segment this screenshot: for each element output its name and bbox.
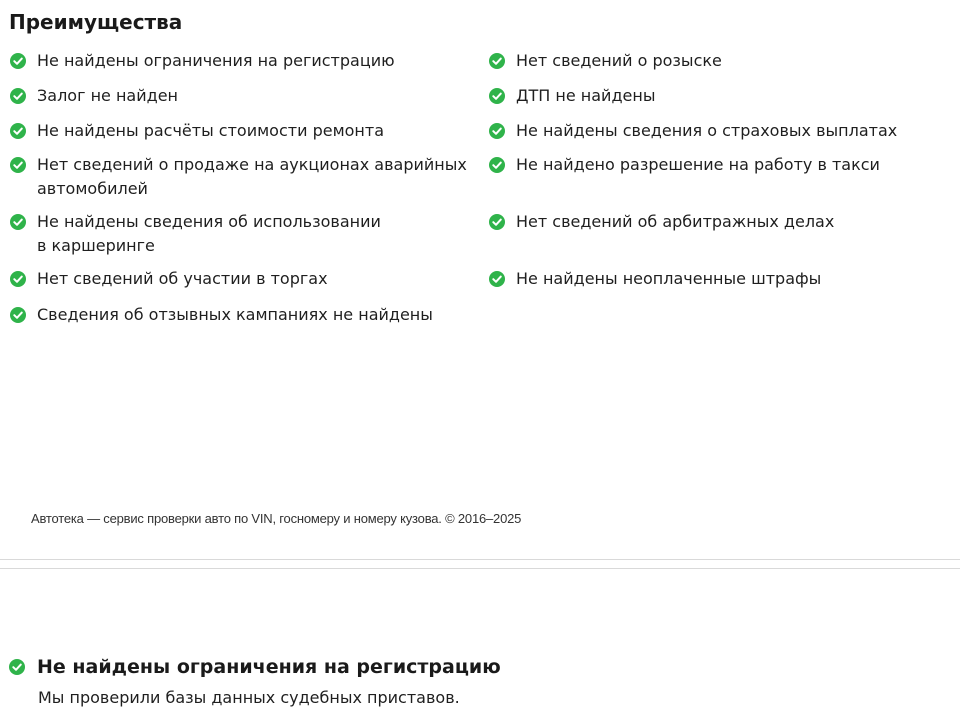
check-circle-icon bbox=[10, 307, 26, 323]
advantage-item bbox=[489, 84, 655, 108]
page-divider bbox=[0, 559, 960, 569]
check-circle-icon bbox=[489, 53, 505, 69]
advantage-item bbox=[489, 267, 821, 291]
detail-text: Мы проверили базы данных судебных приставов. bbox=[38, 688, 460, 707]
check-circle-icon bbox=[9, 659, 25, 675]
check-circle-icon bbox=[489, 157, 505, 173]
advantage-item bbox=[489, 49, 722, 73]
check-circle-icon bbox=[10, 271, 26, 287]
check-circle-icon bbox=[10, 88, 26, 104]
advantage-label: Не найдено разрешение на работу в такси bbox=[516, 155, 880, 174]
advantage-label: Не найдены неоплаченные штрафы bbox=[516, 269, 822, 288]
advantage-label-line: Не найдены сведения об использовании bbox=[37, 212, 381, 231]
advantage-label bbox=[37, 210, 381, 258]
advantage-label-line: автомобилей bbox=[37, 179, 148, 198]
advantage-item bbox=[10, 119, 384, 143]
advantage-label-line: в каршеринге bbox=[37, 236, 155, 255]
check-circle-icon bbox=[10, 157, 26, 173]
advantage-item bbox=[10, 267, 328, 291]
advantage-item bbox=[10, 49, 395, 73]
advantage-label: Сведения об отзывных кампаниях не найдены bbox=[37, 305, 433, 324]
advantage-label: Не найдены расчёты стоимости ремонта bbox=[37, 121, 385, 140]
advantage-label: Нет сведений о розыске bbox=[516, 51, 722, 70]
detail-title: Не найдены ограничения на регистрацию bbox=[37, 656, 501, 678]
advantage-item bbox=[10, 303, 433, 327]
section-title: Преимущества bbox=[9, 10, 183, 34]
check-circle-icon bbox=[489, 123, 505, 139]
advantage-item bbox=[489, 210, 834, 234]
check-circle-icon bbox=[10, 123, 26, 139]
advantage-label: Не найдены ограничения на регистрацию bbox=[37, 51, 395, 70]
advantage-item bbox=[10, 153, 467, 201]
check-circle-icon bbox=[489, 214, 505, 230]
advantage-item bbox=[10, 210, 381, 258]
advantage-label: Не найдены сведения о страховых выплатах bbox=[516, 121, 898, 140]
advantage-label-line: Нет сведений о продаже на аукционах аварийных bbox=[37, 155, 467, 174]
footer-text: Автотека — сервис проверки авто по VIN, госномеру и номеру кузова. © 2016–2025 bbox=[31, 511, 522, 526]
advantage-item bbox=[489, 153, 880, 177]
advantage-label: ДТП не найдены bbox=[516, 86, 656, 105]
advantage-item bbox=[10, 84, 178, 108]
advantage-label: Нет сведений об арбитражных делах bbox=[516, 212, 835, 231]
check-circle-icon bbox=[10, 214, 26, 230]
detail-header bbox=[9, 653, 949, 681]
advantage-item bbox=[489, 119, 897, 143]
detail-section bbox=[9, 653, 949, 709]
check-circle-icon bbox=[10, 53, 26, 69]
check-circle-icon bbox=[489, 271, 505, 287]
advantage-label: Залог не найден bbox=[37, 86, 178, 105]
advantage-label: Нет сведений об участии в торгах bbox=[37, 269, 328, 288]
check-circle-icon bbox=[489, 88, 505, 104]
advantage-label bbox=[37, 153, 467, 201]
